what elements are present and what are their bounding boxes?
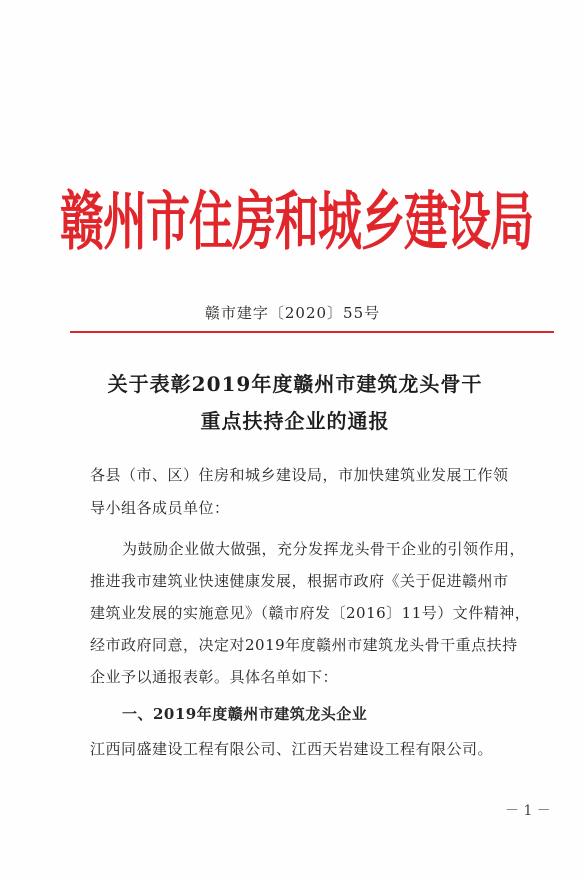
- paragraph-line-2: 推进我市建筑业快速健康发展，根据市政府《关于促进赣州市: [90, 572, 509, 590]
- masthead-title: 赣州市住房和城乡建设局: [60, 185, 533, 260]
- section-1-companies: 江西同盛建设工程有限公司、江西天岩建设工程有限公司。: [90, 740, 494, 758]
- red-divider-line: [70, 331, 554, 333]
- paragraph-line-1: 为鼓励企业做大做强，充分发挥龙头骨干企业的引领作用，: [122, 540, 526, 558]
- salutation-line-1: 各县（市、区）住房和城乡建设局，市加快建筑业发展工作领: [90, 466, 509, 484]
- document-number: 赣市建字〔2020〕55号: [204, 304, 381, 322]
- paragraph-line-3: 建筑业发展的实施意见》（赣市府发〔2016〕11号）文件精神，: [90, 604, 531, 622]
- notice-title-line-1: 关于表彰2019年度赣州市建筑龙头骨干: [107, 372, 483, 396]
- notice-title-line-2: 重点扶持企业的通报: [200, 409, 390, 433]
- page-number: － 1 －: [505, 803, 551, 819]
- paragraph-line-5: 企业予以通报表彰。具体名单如下：: [90, 668, 339, 686]
- salutation-line-2: 导小组各成员单位：: [90, 499, 230, 517]
- paragraph-line-4: 经市政府同意，决定对2019年度赣州市建筑龙头骨干重点扶持: [90, 636, 518, 654]
- section-1-heading: 一、2019年度赣州市建筑龙头企业: [122, 705, 368, 723]
